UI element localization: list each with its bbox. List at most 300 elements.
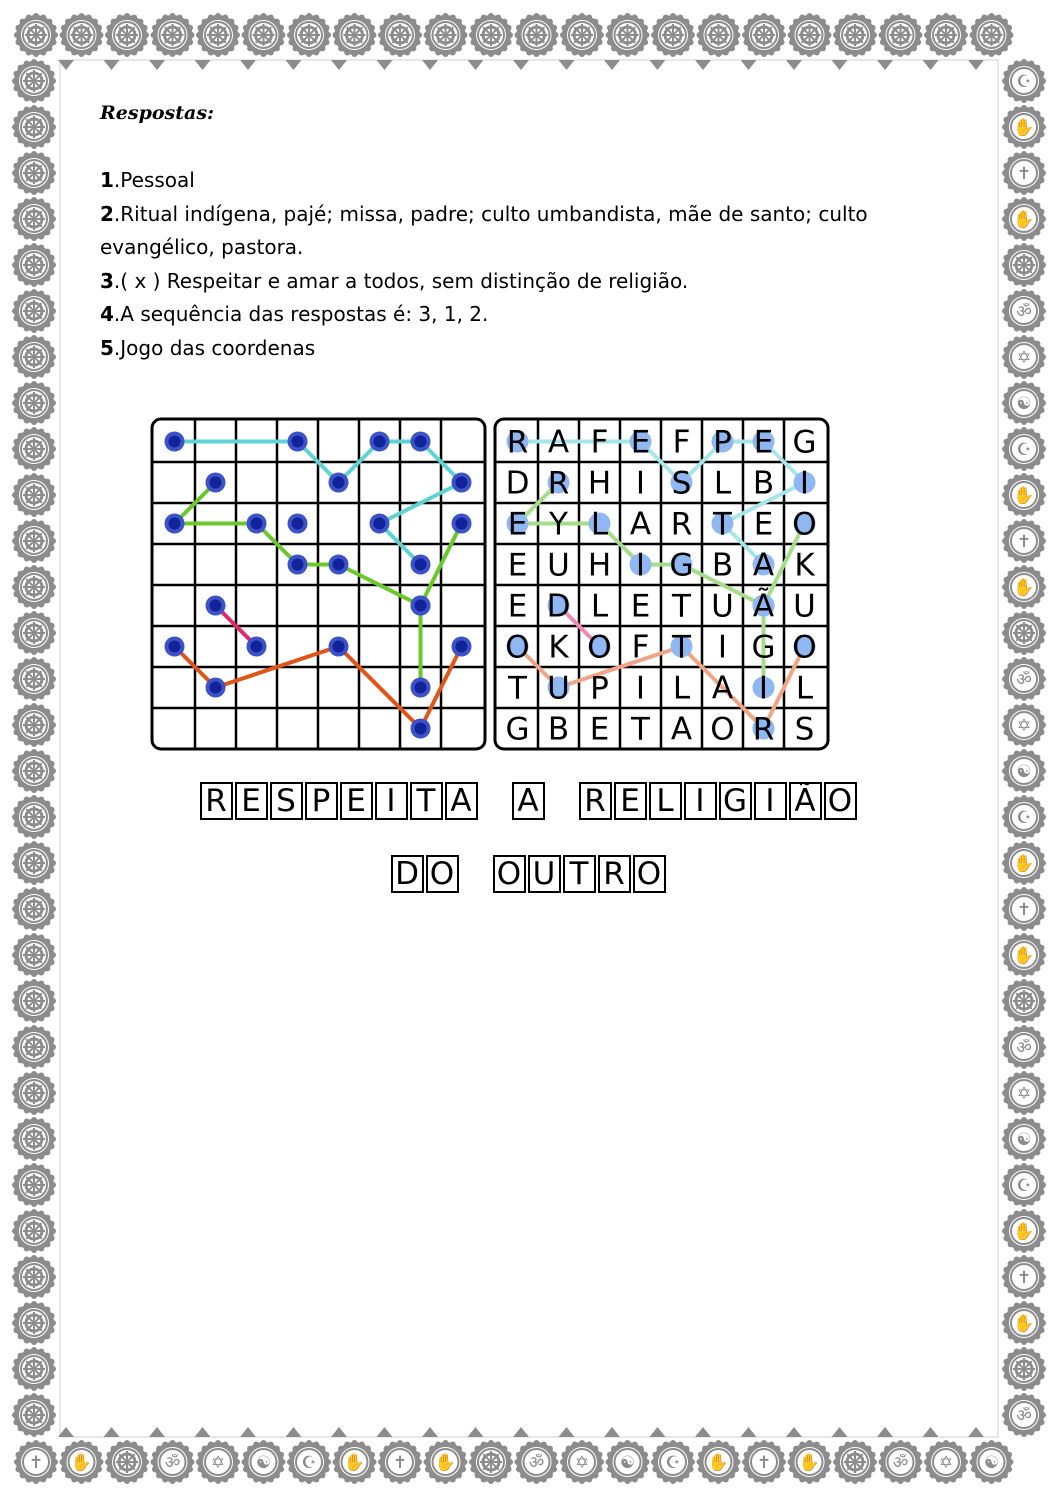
star-of-david-icon bbox=[560, 1440, 604, 1484]
ornament-triangle bbox=[468, 60, 484, 70]
ornament-triangle bbox=[104, 1427, 120, 1437]
answer-5 bbox=[100, 332, 950, 366]
yin-yang-icon bbox=[242, 1440, 286, 1484]
grid-letter: E bbox=[753, 506, 774, 543]
answer-text: evangélico, pastora. bbox=[100, 235, 304, 259]
grid-letter: L bbox=[590, 506, 609, 543]
grid-letter: R bbox=[670, 506, 693, 543]
cross-icon bbox=[1002, 151, 1046, 195]
grid-letter: A bbox=[711, 670, 734, 707]
phrase-word bbox=[391, 855, 461, 893]
grid-letter: A bbox=[670, 711, 693, 748]
grid-letter: O bbox=[792, 629, 817, 666]
sun-wheel-icon bbox=[242, 13, 286, 57]
svg-text:✝: ✝ bbox=[1016, 164, 1032, 184]
ornament-triangle bbox=[422, 1427, 438, 1437]
answer-number: 2 bbox=[100, 201, 114, 226]
phrase-letter-box: L bbox=[649, 782, 682, 820]
svg-text:ॐ: ॐ bbox=[1016, 1038, 1032, 1058]
grid-letter: K bbox=[794, 547, 815, 584]
om-icon bbox=[879, 1440, 923, 1484]
sun-wheel-icon bbox=[12, 657, 56, 701]
sun-wheel-icon bbox=[833, 13, 877, 57]
svg-text:ॐ: ॐ bbox=[1016, 670, 1032, 690]
crescent-icon bbox=[1002, 59, 1046, 103]
svg-text:✝: ✝ bbox=[28, 1453, 44, 1473]
ornament-triangle bbox=[377, 60, 393, 70]
yin-yang-icon bbox=[1002, 1117, 1046, 1161]
star-of-david-icon bbox=[196, 1440, 240, 1484]
sun-wheel-icon bbox=[12, 1255, 56, 1299]
grid-letter: O bbox=[710, 711, 735, 748]
phrase-word bbox=[579, 782, 859, 820]
phrase-letter-box: O bbox=[824, 782, 857, 820]
sun-wheel-icon bbox=[560, 13, 604, 57]
cross-icon bbox=[742, 1440, 786, 1484]
answer-number: 5 bbox=[100, 335, 114, 360]
svg-text:☪: ☪ bbox=[1016, 1176, 1032, 1196]
grid-letter: S bbox=[794, 711, 815, 748]
ornament-triangle bbox=[786, 1427, 802, 1437]
phrase-word bbox=[512, 782, 547, 820]
sun-wheel-icon bbox=[12, 289, 56, 333]
crescent-icon bbox=[1002, 1163, 1046, 1207]
grid-letter: A bbox=[629, 506, 652, 543]
cross-icon bbox=[1002, 1255, 1046, 1299]
dharma-wheel-icon bbox=[469, 1440, 513, 1484]
svg-text:☪: ☪ bbox=[1016, 440, 1032, 460]
answer-3 bbox=[100, 265, 950, 299]
grid-letter: G bbox=[751, 629, 776, 666]
phrase-letter-box: E bbox=[340, 782, 373, 820]
sun-wheel-icon bbox=[651, 13, 695, 57]
svg-text:✋: ✋ bbox=[798, 1453, 821, 1473]
answer-text: .Ritual indígena, pajé; missa, padre; culto umbandista, mãe de santo; culto bbox=[113, 201, 868, 226]
grid-letter: G bbox=[505, 711, 530, 748]
svg-text:☪: ☪ bbox=[1016, 72, 1032, 92]
ornament-triangle bbox=[331, 1427, 347, 1437]
grid-letter: B bbox=[711, 547, 734, 584]
ornament-triangle bbox=[923, 60, 939, 70]
grid-dot-core bbox=[415, 436, 427, 448]
yin-yang-icon bbox=[970, 1440, 1014, 1484]
sun-wheel-icon bbox=[742, 13, 786, 57]
phrase-letter-box: P bbox=[305, 782, 338, 820]
hidden-phrase-line-2 bbox=[0, 855, 1058, 893]
grid-letter: E bbox=[507, 588, 528, 625]
sun-wheel-icon bbox=[12, 1209, 56, 1253]
grid-dot-core bbox=[456, 518, 468, 530]
ornament-triangle bbox=[559, 1427, 575, 1437]
phrase-letter-box: R bbox=[598, 855, 631, 893]
ornament-triangle bbox=[877, 1427, 893, 1437]
grid-letter: G bbox=[792, 424, 817, 461]
coordinate-grid-letters bbox=[493, 417, 830, 751]
cross-icon bbox=[1002, 887, 1046, 931]
sun-wheel-icon bbox=[12, 979, 56, 1023]
answer-number: 4 bbox=[100, 302, 114, 326]
sun-wheel-icon bbox=[12, 519, 56, 563]
grid-letter: F bbox=[631, 629, 650, 666]
answer-text: .Jogo das coordenas bbox=[113, 335, 316, 360]
ornament-triangle bbox=[240, 60, 256, 70]
sun-wheel-icon bbox=[12, 335, 56, 379]
grid-letter: F bbox=[672, 424, 691, 461]
ornament-triangle bbox=[195, 1427, 211, 1437]
grid-letter: R bbox=[547, 465, 570, 502]
star-of-david-icon bbox=[1002, 335, 1046, 379]
grid-dot-core bbox=[456, 477, 468, 489]
svg-text:ॐ: ॐ bbox=[1016, 302, 1032, 322]
grid-letter: I bbox=[635, 465, 646, 502]
grid-letter: E bbox=[507, 506, 528, 543]
hidden-phrase-line-1 bbox=[0, 782, 1058, 820]
sun-wheel-icon bbox=[12, 933, 56, 977]
ornament-triangle bbox=[650, 60, 666, 70]
grid-letter: T bbox=[508, 670, 527, 707]
phrase-letter-box: U bbox=[528, 855, 561, 893]
grid-letter: I bbox=[635, 670, 646, 707]
grid-letter: T bbox=[672, 629, 691, 666]
answer-4 bbox=[100, 298, 950, 332]
grid-letter: B bbox=[547, 711, 570, 748]
sun-wheel-icon bbox=[12, 151, 56, 195]
hamsa-icon bbox=[1002, 565, 1046, 609]
phrase-letter-box: I bbox=[684, 782, 717, 820]
om-icon bbox=[1002, 1025, 1046, 1069]
grid-dot-core bbox=[251, 641, 263, 653]
ornament-triangle bbox=[377, 1427, 393, 1437]
ornament-triangle bbox=[331, 60, 347, 70]
svg-text:✝: ✝ bbox=[756, 1453, 772, 1473]
grid-letter: E bbox=[589, 711, 610, 748]
grid-dot-core bbox=[415, 559, 427, 571]
hamsa-icon bbox=[1002, 933, 1046, 977]
grid-letter: T bbox=[713, 506, 732, 543]
ornament-triangle bbox=[741, 60, 757, 70]
sun-wheel-icon bbox=[12, 1025, 56, 1069]
coordinate-grid-dots bbox=[150, 417, 487, 751]
grid-letter: E bbox=[630, 588, 651, 625]
grid-letter: I bbox=[758, 670, 769, 707]
phrase-word bbox=[493, 855, 668, 893]
grid-dot-core bbox=[333, 477, 345, 489]
svg-text:✋: ✋ bbox=[1013, 854, 1035, 874]
grid-letter: T bbox=[631, 711, 650, 748]
answer-text: .( x ) Respeitar e amar a todos, sem distinção de religião. bbox=[113, 268, 689, 293]
sun-wheel-icon bbox=[12, 1163, 56, 1207]
grid-dot-core bbox=[374, 518, 386, 530]
sun-wheel-icon bbox=[12, 1301, 56, 1345]
grid-letter: P bbox=[590, 670, 609, 707]
phrase-letter-box: R bbox=[579, 782, 612, 820]
dharma-wheel-icon bbox=[1002, 979, 1046, 1023]
svg-text:✝: ✝ bbox=[1016, 532, 1032, 552]
ornament-triangle bbox=[832, 1427, 848, 1437]
ornament-triangle bbox=[104, 60, 120, 70]
svg-text:✋: ✋ bbox=[343, 1453, 366, 1473]
svg-text:✡: ✡ bbox=[574, 1453, 590, 1473]
sun-wheel-icon bbox=[12, 565, 56, 609]
grid-letter: F bbox=[590, 424, 609, 461]
om-icon bbox=[1002, 1393, 1046, 1437]
grid-letter: T bbox=[672, 588, 691, 625]
sun-wheel-icon bbox=[60, 13, 104, 57]
hamsa-icon bbox=[333, 1440, 377, 1484]
phrase-letter-box: R bbox=[200, 782, 233, 820]
star-of-david-icon bbox=[1002, 1071, 1046, 1115]
ornament-triangle bbox=[786, 60, 802, 70]
svg-text:✋: ✋ bbox=[1013, 486, 1035, 506]
svg-text:✡: ✡ bbox=[210, 1453, 226, 1473]
svg-text:✡: ✡ bbox=[1016, 1084, 1032, 1104]
sun-wheel-icon bbox=[606, 13, 650, 57]
sun-wheel-icon bbox=[12, 427, 56, 471]
grid-letter: E bbox=[630, 424, 651, 461]
sun-wheel-icon bbox=[469, 13, 513, 57]
grid-letter: G bbox=[669, 547, 694, 584]
sun-wheel-icon bbox=[12, 197, 56, 241]
hamsa-icon bbox=[1002, 197, 1046, 241]
svg-text:☪: ☪ bbox=[1016, 808, 1032, 828]
star-of-david-icon bbox=[1002, 703, 1046, 747]
om-icon bbox=[151, 1440, 195, 1484]
phrase-letter-box: S bbox=[270, 782, 303, 820]
phrase-letter-box: I bbox=[375, 782, 408, 820]
crescent-icon bbox=[1002, 427, 1046, 471]
ornament-triangle bbox=[513, 1427, 529, 1437]
sun-wheel-icon bbox=[12, 1117, 56, 1161]
om-icon bbox=[1002, 657, 1046, 701]
dharma-wheel-icon bbox=[1002, 243, 1046, 287]
sun-wheel-icon bbox=[12, 703, 56, 747]
grid-dot-core bbox=[292, 436, 304, 448]
svg-text:✡: ✡ bbox=[1016, 716, 1032, 736]
yin-yang-icon bbox=[1002, 381, 1046, 425]
ornament-triangle bbox=[149, 1427, 165, 1437]
svg-text:✋: ✋ bbox=[434, 1453, 457, 1473]
svg-text:☪: ☪ bbox=[301, 1453, 317, 1473]
star-of-david-icon bbox=[924, 1440, 968, 1484]
om-icon bbox=[1002, 289, 1046, 333]
answer-number: 1 bbox=[100, 168, 114, 192]
svg-text:ॐ: ॐ bbox=[528, 1453, 545, 1473]
hamsa-icon bbox=[697, 1440, 741, 1484]
ornament-triangle bbox=[468, 1427, 484, 1437]
svg-text:✋: ✋ bbox=[1013, 118, 1035, 138]
phrase-letter-box: T bbox=[410, 782, 443, 820]
phrase-letter-box: D bbox=[391, 855, 424, 893]
grid-letter: B bbox=[752, 465, 775, 502]
dharma-wheel-icon bbox=[833, 1440, 877, 1484]
grid-letter: S bbox=[671, 465, 692, 502]
sun-wheel-icon bbox=[287, 13, 331, 57]
grid-letter: A bbox=[547, 424, 570, 461]
grid-dot-core bbox=[251, 518, 263, 530]
yin-yang-icon bbox=[606, 1440, 650, 1484]
grid-dot-core bbox=[169, 436, 181, 448]
svg-text:✋: ✋ bbox=[707, 1453, 730, 1473]
phrase-letter-box: E bbox=[235, 782, 268, 820]
sun-wheel-icon bbox=[12, 243, 56, 287]
svg-text:☪: ☪ bbox=[665, 1453, 681, 1473]
sun-wheel-icon bbox=[12, 59, 56, 103]
svg-text:☯: ☯ bbox=[255, 1453, 272, 1473]
sun-wheel-icon bbox=[333, 13, 377, 57]
grid-letter: O bbox=[792, 506, 817, 543]
answer-2 bbox=[100, 198, 950, 232]
ornament-triangle bbox=[604, 60, 620, 70]
sun-wheel-icon bbox=[424, 13, 468, 57]
phrase-letter-box: T bbox=[563, 855, 596, 893]
grid-dot-core bbox=[333, 641, 345, 653]
phrase-letter-box: Ã bbox=[789, 782, 822, 820]
sun-wheel-icon bbox=[12, 887, 56, 931]
grid-letter: O bbox=[587, 629, 612, 666]
grid-letter: U bbox=[547, 547, 570, 584]
grid-letter: K bbox=[548, 629, 569, 666]
svg-text:✋: ✋ bbox=[1013, 946, 1035, 966]
answers-heading: Respostas: bbox=[100, 102, 215, 124]
grid-letter: L bbox=[795, 670, 814, 707]
ornament-triangle bbox=[195, 60, 211, 70]
svg-text:✡: ✡ bbox=[938, 1453, 954, 1473]
sun-wheel-icon bbox=[697, 13, 741, 57]
cross-icon bbox=[378, 1440, 422, 1484]
svg-text:✡: ✡ bbox=[1016, 348, 1032, 368]
grid-letter: O bbox=[505, 629, 530, 666]
phrase-letter-box: O bbox=[426, 855, 459, 893]
ornament-triangle bbox=[286, 60, 302, 70]
hamsa-icon bbox=[788, 1440, 832, 1484]
crescent-icon bbox=[651, 1440, 695, 1484]
ornament-triangle bbox=[923, 1427, 939, 1437]
grid-dot-core bbox=[415, 600, 427, 612]
answer-1 bbox=[100, 164, 950, 198]
phrase-letter-box: O bbox=[493, 855, 526, 893]
answer-number: 3 bbox=[100, 268, 114, 293]
grid-dot-core bbox=[210, 682, 222, 694]
answer-2-continued bbox=[100, 231, 950, 265]
svg-text:✝: ✝ bbox=[1016, 900, 1032, 920]
sun-wheel-icon bbox=[196, 13, 240, 57]
dharma-wheel-icon bbox=[105, 1440, 149, 1484]
answer-text: .A sequência das respostas é: 3, 1, 2. bbox=[113, 302, 489, 326]
dharma-wheel-icon bbox=[1002, 1347, 1046, 1391]
svg-text:☯: ☯ bbox=[1016, 762, 1032, 782]
grid-dot-core bbox=[169, 518, 181, 530]
svg-text:✋: ✋ bbox=[1013, 578, 1035, 598]
grid-dot-core bbox=[210, 600, 222, 612]
ornament-triangle bbox=[695, 60, 711, 70]
svg-text:✋: ✋ bbox=[1013, 1314, 1035, 1334]
ornament-triangle bbox=[968, 60, 984, 70]
grid-letter: U bbox=[711, 588, 734, 625]
grid-dot-core bbox=[456, 641, 468, 653]
grid-letter: H bbox=[587, 547, 612, 584]
svg-text:✋: ✋ bbox=[70, 1453, 93, 1473]
grid-dot-core bbox=[292, 518, 304, 530]
grid-dot-core bbox=[415, 682, 427, 694]
svg-text:✋: ✋ bbox=[1013, 1222, 1035, 1242]
sun-wheel-icon bbox=[151, 13, 195, 57]
hamsa-icon bbox=[1002, 105, 1046, 149]
svg-text:☯: ☯ bbox=[619, 1453, 636, 1473]
ornament-triangle bbox=[604, 1427, 620, 1437]
sun-wheel-icon bbox=[970, 13, 1014, 57]
grid-dot-core bbox=[374, 436, 386, 448]
grid-letter: U bbox=[547, 670, 570, 707]
sun-wheel-icon bbox=[378, 13, 422, 57]
phrase-letter-box: A bbox=[512, 782, 545, 820]
sun-wheel-icon bbox=[14, 13, 58, 57]
cross-icon bbox=[14, 1440, 58, 1484]
grid-dot-core bbox=[292, 559, 304, 571]
svg-text:✋: ✋ bbox=[1013, 210, 1035, 230]
sun-wheel-icon bbox=[515, 13, 559, 57]
hamsa-icon bbox=[424, 1440, 468, 1484]
grid-letter: R bbox=[752, 711, 775, 748]
om-icon bbox=[515, 1440, 559, 1484]
sun-wheel-icon bbox=[879, 13, 923, 57]
ornament-triangle bbox=[559, 60, 575, 70]
svg-text:☯: ☯ bbox=[1016, 394, 1032, 414]
grid-letter: E bbox=[753, 424, 774, 461]
grid-letter: R bbox=[506, 424, 529, 461]
phrase-letter-box: O bbox=[633, 855, 666, 893]
ornament-triangle bbox=[695, 1427, 711, 1437]
grid-letter: D bbox=[546, 588, 571, 625]
sun-wheel-icon bbox=[12, 1347, 56, 1391]
sun-wheel-icon bbox=[924, 13, 968, 57]
grid-letter: Ã bbox=[752, 588, 775, 625]
answers-list bbox=[100, 164, 950, 365]
sun-wheel-icon bbox=[12, 1071, 56, 1115]
svg-text:✝: ✝ bbox=[392, 1453, 408, 1473]
hamsa-icon bbox=[1002, 1209, 1046, 1253]
ornament-triangle bbox=[741, 1427, 757, 1437]
ornament-triangle bbox=[832, 60, 848, 70]
sun-wheel-icon bbox=[12, 611, 56, 655]
hamsa-icon bbox=[1002, 473, 1046, 517]
grid-dot-core bbox=[169, 641, 181, 653]
sun-wheel-icon bbox=[12, 473, 56, 517]
grid-letter: L bbox=[590, 588, 609, 625]
sun-wheel-icon bbox=[105, 13, 149, 57]
grid-letter: H bbox=[587, 465, 612, 502]
phrase-letter-box: A bbox=[445, 782, 478, 820]
sun-wheel-icon bbox=[12, 1393, 56, 1437]
ornament-triangle bbox=[240, 1427, 256, 1437]
phrase-word bbox=[200, 782, 480, 820]
svg-text:ॐ: ॐ bbox=[164, 1453, 181, 1473]
phrase-letter-box: I bbox=[754, 782, 787, 820]
grid-letter: Y bbox=[549, 506, 568, 543]
ornament-triangle bbox=[877, 60, 893, 70]
svg-text:✝: ✝ bbox=[1016, 1268, 1032, 1288]
grid-letter: L bbox=[672, 670, 691, 707]
hamsa-icon bbox=[1002, 1301, 1046, 1345]
ornament-triangle bbox=[968, 1427, 984, 1437]
svg-text:☯: ☯ bbox=[1016, 1130, 1032, 1150]
grid-letter: I bbox=[717, 629, 728, 666]
phrase-letter-box: G bbox=[719, 782, 752, 820]
sun-wheel-icon bbox=[12, 105, 56, 149]
grid-letter: I bbox=[799, 465, 810, 502]
svg-text:ॐ: ॐ bbox=[892, 1453, 909, 1473]
dharma-wheel-icon bbox=[1002, 611, 1046, 655]
hamsa-icon bbox=[60, 1440, 104, 1484]
